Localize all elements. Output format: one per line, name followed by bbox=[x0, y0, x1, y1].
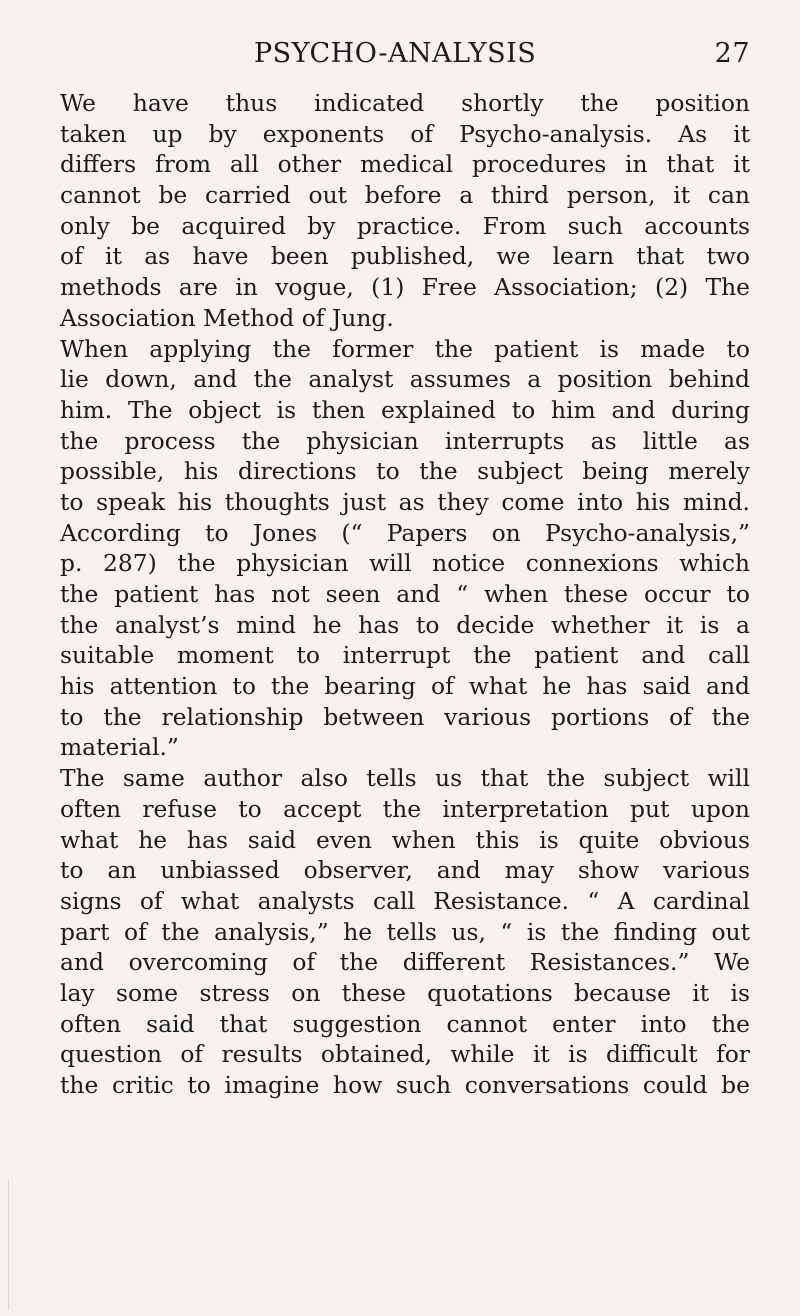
text-line: differs from all other medical procedures in that it bbox=[60, 150, 750, 179]
text-line: p. 287) the physician will notice connexions which bbox=[60, 549, 750, 578]
body-text bbox=[60, 88, 750, 1101]
running-head bbox=[60, 38, 750, 82]
text-line: The same author also tells us that the subject will bbox=[60, 764, 750, 793]
text-line: material.” bbox=[60, 733, 179, 762]
text-line: to an unbiassed observer, and may show various bbox=[60, 856, 750, 885]
text-line: of it as have been published, we learn that two bbox=[60, 242, 750, 271]
page-number: 27 bbox=[714, 38, 750, 69]
text-line: According to Jones (“ Papers on Psycho-analysis,” bbox=[60, 518, 750, 547]
text-line: lie down, and the analyst assumes a position behind bbox=[60, 365, 750, 394]
text-line: cannot be carried out before a third person, it can bbox=[60, 181, 750, 210]
text-line: and overcoming of the different Resistances.” We bbox=[60, 948, 750, 977]
text-line: signs of what analysts call Resistance. “ A cardinal bbox=[60, 886, 750, 915]
text-line: Association Method of Jung. bbox=[60, 303, 394, 332]
text-line: part of the analysis,” he tells us, “ is the finding out bbox=[60, 917, 750, 946]
text-line: what he has said even when this is quite obvious bbox=[60, 825, 750, 854]
text-line: taken up by exponents of Psycho-analysis. As it bbox=[60, 119, 750, 148]
running-title: PSYCHO-ANALYSIS bbox=[254, 38, 537, 69]
text-line: methods are in vogue, (1) Free Association; (2) The bbox=[60, 273, 750, 302]
text-line: the process the physician interrupts as little as bbox=[60, 426, 750, 455]
text-line: to the relationship between various portions of the bbox=[60, 702, 750, 731]
text-line: When applying the former the patient is made to bbox=[60, 334, 750, 363]
text-line: We have thus indicated shortly the position bbox=[60, 89, 750, 117]
text-line: often refuse to accept the interpretation put upon bbox=[60, 794, 750, 823]
text-line: often said that suggestion cannot enter into the bbox=[60, 1009, 750, 1038]
text-line: possible, his directions to the subject being merely bbox=[60, 457, 750, 486]
text-line: to speak his thoughts just as they come into his mind. bbox=[60, 487, 750, 516]
text-line: question of results obtained, while it is difficult for bbox=[60, 1040, 750, 1069]
text-line: suitable moment to interrupt the patient and call bbox=[60, 641, 750, 670]
text-line: only be acquired by practice. From such accounts bbox=[60, 211, 750, 240]
text-line: his attention to the bearing of what he has said and bbox=[60, 672, 750, 701]
text-line: the analyst’s mind he has to decide whether it is a bbox=[60, 610, 750, 639]
text-line: lay some stress on these quotations because it is bbox=[60, 978, 750, 1007]
text-line: him. The object is then explained to him and during bbox=[60, 395, 750, 424]
text-line: the critic to imagine how such conversations could be bbox=[60, 1071, 750, 1099]
text-line: the patient has not seen and “ when these occur to bbox=[60, 580, 750, 608]
page-edge-shadow bbox=[8, 1180, 9, 1310]
